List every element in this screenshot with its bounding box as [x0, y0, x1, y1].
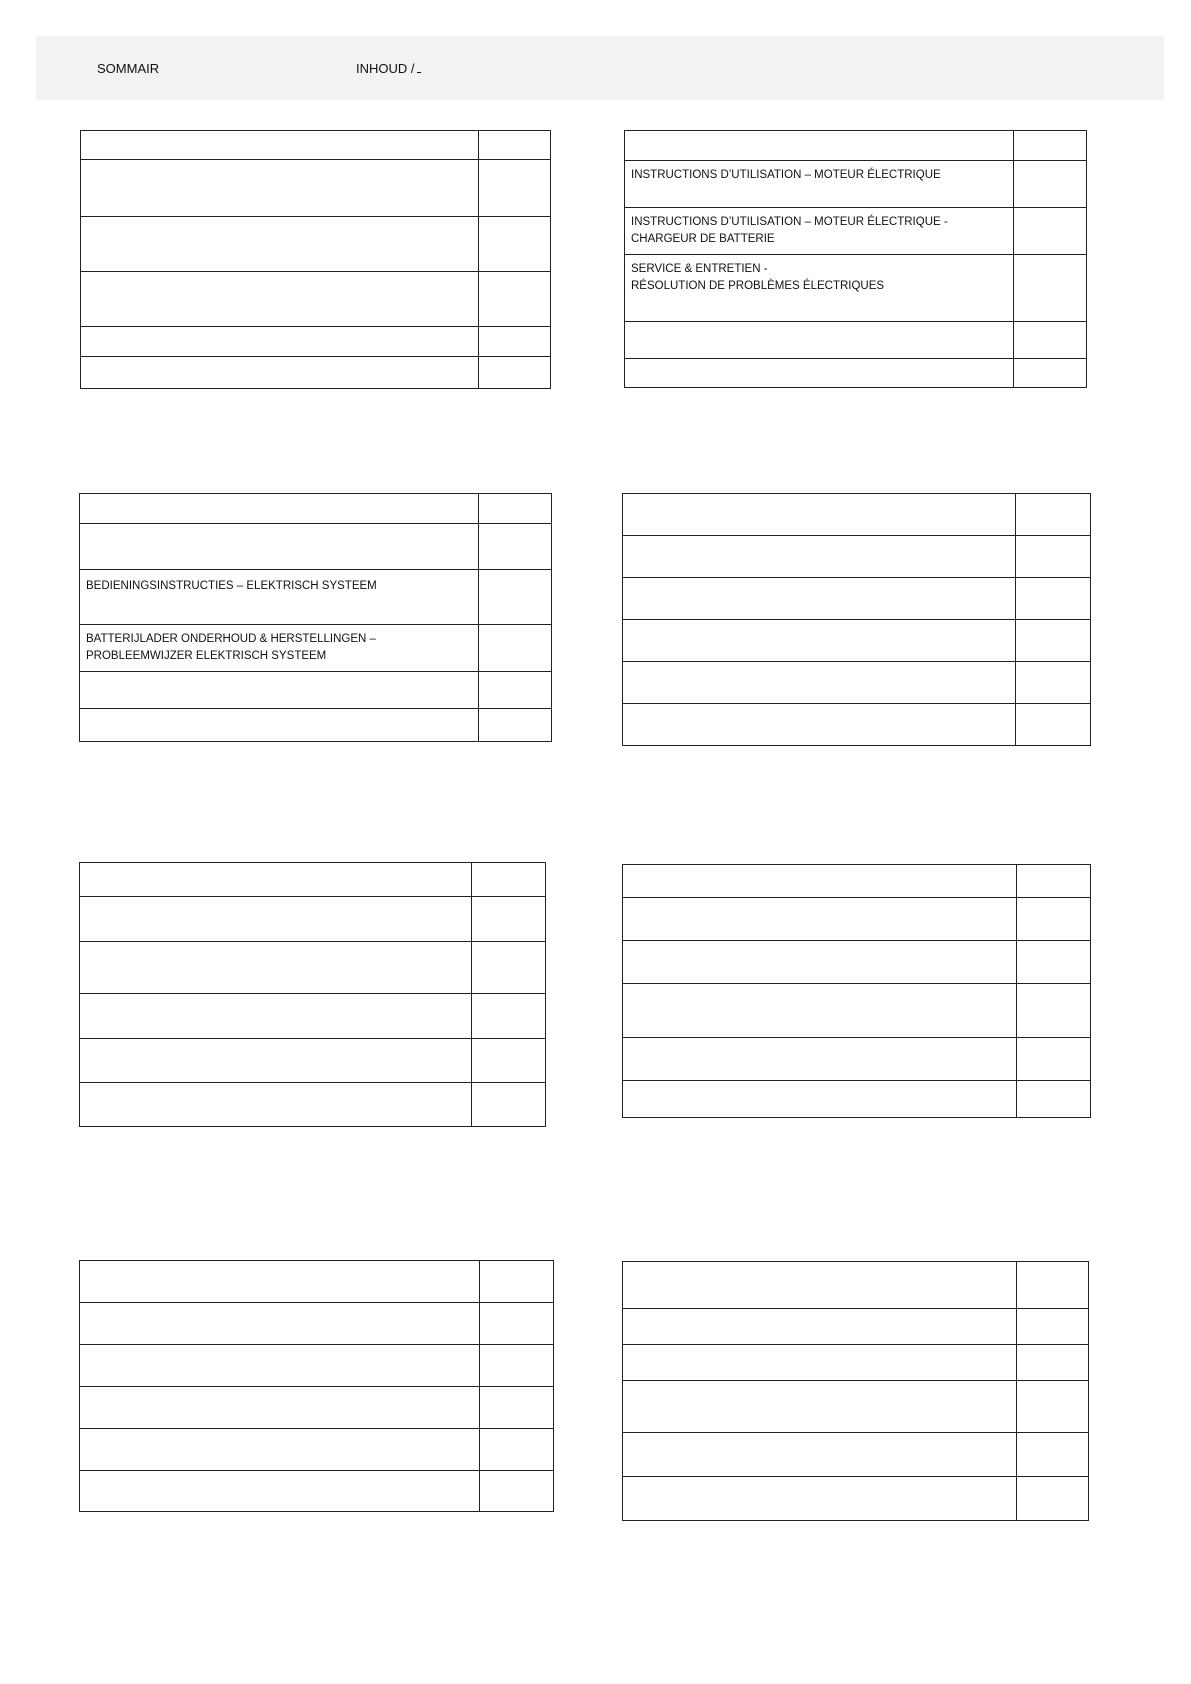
toc-entry — [81, 131, 479, 160]
page-number-cell — [1016, 620, 1091, 662]
page-number-cell — [472, 863, 546, 897]
page-number-cell — [479, 524, 552, 570]
page-number-cell — [479, 570, 552, 625]
page-number-cell — [479, 327, 551, 357]
toc-entry — [625, 322, 1014, 359]
page-number-cell — [472, 942, 546, 994]
toc-entry — [623, 494, 1016, 536]
toc-entry — [80, 863, 472, 897]
toc-entry — [623, 704, 1016, 746]
page-number-cell — [1016, 494, 1091, 536]
toc-table-7 — [79, 1260, 554, 1512]
toc-entry — [80, 1387, 480, 1429]
toc-table-4 — [622, 493, 1091, 746]
page-number-cell — [1014, 322, 1087, 359]
header-band — [36, 36, 1164, 100]
page-number-cell — [1017, 1081, 1091, 1118]
toc-entry — [80, 1039, 472, 1083]
page-number-cell — [1017, 1477, 1089, 1521]
toc-entry-label: INSTRUCTIONS D’UTILISATION – MOTEUR ÉLECTRIQUE - CHARGEUR DE BATTERIE — [631, 216, 948, 245]
toc-entry — [623, 536, 1016, 578]
page-number-cell — [472, 994, 546, 1039]
toc-entry — [623, 1262, 1017, 1309]
toc-entry — [81, 327, 479, 357]
toc-entry — [80, 1083, 472, 1127]
toc-entry — [80, 1345, 480, 1387]
toc-entry — [623, 1477, 1017, 1521]
toc-entry — [623, 620, 1016, 662]
toc-entry — [625, 131, 1014, 161]
page-number-cell — [479, 672, 552, 709]
toc-entry — [623, 662, 1016, 704]
page-number-cell — [480, 1387, 554, 1429]
toc-entry — [623, 1345, 1017, 1381]
toc-entry — [80, 1429, 480, 1471]
page-number-cell — [479, 357, 551, 389]
toc-entry-label: INSTRUCTIONS D’UTILISATION – MOTEUR ÉLECTRIQUE — [631, 169, 941, 181]
page-number-cell — [1017, 1345, 1089, 1381]
toc-entry — [80, 709, 479, 742]
toc-table-3 — [79, 493, 552, 742]
toc-entry — [625, 161, 1014, 208]
sommaire-label: SOMMAIR — [97, 61, 160, 76]
page-number-cell — [1016, 578, 1091, 620]
toc-entry — [81, 357, 479, 389]
page-number-cell — [1017, 941, 1091, 984]
toc-entry — [80, 897, 472, 942]
toc-entry — [80, 1303, 480, 1345]
page-number-cell — [472, 1039, 546, 1083]
toc-entry — [81, 160, 479, 217]
page-number-cell — [1017, 1381, 1089, 1433]
page-number-cell — [1014, 131, 1087, 161]
page-number-cell — [1014, 359, 1087, 388]
toc-entry — [623, 1381, 1017, 1433]
toc-table-8 — [622, 1261, 1089, 1521]
toc-entry — [623, 941, 1017, 984]
page-number-cell — [479, 625, 552, 672]
page-number-cell — [1017, 1038, 1091, 1081]
inhoud-label — [356, 61, 421, 76]
page-number-cell — [479, 131, 551, 160]
page-number-cell — [479, 494, 552, 524]
toc-entry — [623, 1081, 1017, 1118]
page-number-cell — [479, 217, 551, 272]
toc-entry — [625, 359, 1014, 388]
toc-entry — [80, 524, 479, 570]
page-number-cell — [1016, 704, 1091, 746]
toc-entry — [81, 217, 479, 272]
toc-entry — [80, 672, 479, 709]
toc-entry — [80, 994, 472, 1039]
toc-entry-label: BATTERIJLADER ONDERHOUD & HERSTELLINGEN – PROBLEEMWIJZER ELEKTRISCH SYSTEEM — [86, 633, 376, 662]
toc-entry — [623, 898, 1017, 941]
page-number-cell — [1017, 1433, 1089, 1477]
toc-entry — [80, 942, 472, 994]
page-number-cell — [1017, 865, 1091, 898]
page-number-cell — [1014, 255, 1087, 322]
toc-entry — [80, 625, 479, 672]
page-number-cell — [1016, 662, 1091, 704]
toc-entry — [80, 494, 479, 524]
toc-table-5 — [79, 862, 546, 1127]
toc-entry — [80, 1261, 480, 1303]
toc-entry — [623, 1433, 1017, 1477]
toc-entry — [623, 984, 1017, 1038]
page-number-cell — [480, 1429, 554, 1471]
toc-entry — [623, 1038, 1017, 1081]
toc-entry — [80, 570, 479, 625]
inhoud-text: INHOUD / — [356, 61, 415, 76]
toc-entry — [623, 578, 1016, 620]
page-number-cell — [1014, 208, 1087, 255]
page-number-cell — [1017, 898, 1091, 941]
toc-entry — [625, 208, 1014, 255]
page-number-cell — [1017, 1262, 1089, 1309]
page-number-cell — [479, 272, 551, 327]
toc-table-6 — [622, 864, 1091, 1118]
toc-entry — [623, 1309, 1017, 1345]
inhoud-underline — [417, 61, 421, 73]
toc-entry — [623, 865, 1017, 898]
page-number-cell — [480, 1471, 554, 1512]
page-number-cell — [1016, 536, 1091, 578]
page-number-cell — [480, 1345, 554, 1387]
page-number-cell — [1017, 1309, 1089, 1345]
toc-entry — [625, 255, 1014, 322]
page-number-cell — [472, 897, 546, 942]
page-number-cell — [480, 1303, 554, 1345]
toc-entry — [80, 1471, 480, 1512]
page-number-cell — [472, 1083, 546, 1127]
page-number-cell — [480, 1261, 554, 1303]
page-number-cell — [1017, 984, 1091, 1038]
page-number-cell — [1014, 161, 1087, 208]
toc-entry-label: SERVICE & ENTRETIEN - RÉSOLUTION DE PROBLÈMES ÉLECTRIQUES — [631, 263, 885, 292]
toc-entry-label: BEDIENINGSINSTRUCTIES – ELEKTRISCH SYSTEEM — [86, 580, 377, 592]
toc-table-2 — [624, 130, 1087, 388]
page-number-cell — [479, 160, 551, 217]
toc-entry — [81, 272, 479, 327]
page-number-cell — [479, 709, 552, 742]
toc-table-1 — [80, 130, 551, 389]
